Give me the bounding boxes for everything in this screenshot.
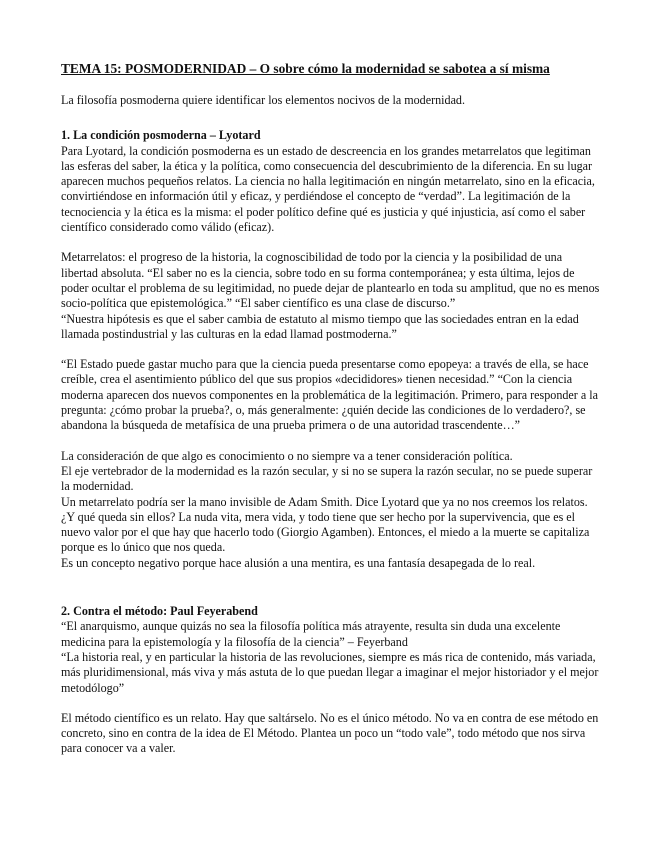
paragraph: “Nuestra hipótesis es que el saber cambia de estatuto al mismo tiempo que las sociedades entran en la edad llamada postindustrial y las culturas en la edad llamad postmoderna.” — [61, 311, 579, 341]
paragraph: “El Estado puede gastar mucho para que la ciencia pueda presentarse como epopeya: a través de ella, se hace creíble, crea el asentimiento público del que sus propios «decididores» tienen necesidad.” “Con la ciencia moderna aparecen dos nuevos componentes en la problemática de la legitimación. Primero, para responder a la pregunta: ¿cómo probar la prueba?, o, más generalmente: ¿quién decide las condiciones de lo verdadero?, se abandona la búsqueda de metafísica de una prueba primera o de una autoridad trascendente…” — [61, 357, 598, 433]
paragraph: El método científico es un relato. Hay que saltárselo. No es el único método. No va en contra de ese método en concreto, sino en contra de la idea de El Método. Plantea un poco un “todo vale”, todo método que nos sirva para conocer va a valer. — [61, 710, 599, 756]
paragraph: Metarrelatos: el progreso de la historia, la cognoscibilidad de todo por la ciencia y la posibilidad de una libertad absoluta. “El saber no es la ciencia, sobre todo en su forma contemporánea; y esta última, lejos de poder ocultar el problema de su legitimidad, no puede dejar de plantearlo en toda su amplitud, que no es menos socio-política que epistemológica.” “El saber científico es una clase de discurso.” — [61, 250, 600, 311]
paragraph: Para Lyotard, la condición posmoderna es un estado de descreencia en los grandes metarrelatos que legitiman las esferas del saber, la ética y la política, como consecuencia del descubrimiento de la diferencia. En su lugar aparecen muchos pequeños relatos. La ciencia no halla legitimación en ningún metarrelato, sino en la eficacia, convirtiéndose en información útil y eficaz, y perdiéndose el concepto de “verdad”. La legitimación de la tecnociencia y la ética es la misma: el poder político define qué es justicia y qué injusticia, así como el saber científico considerado como válido (eficaz). — [61, 143, 595, 235]
document-page — [61, 60, 601, 757]
paragraph: “La historia real, y en particular la historia de las revoluciones, siempre es más rica de contenido, más variada, más pluridimensional, más viva y más astuta de lo que puedan llegar a imaginar el mejor historiador y el mejor metodólogo” — [61, 649, 599, 695]
section-1-heading: 1. La condición posmoderna – Lyotard — [61, 128, 261, 143]
intro-paragraph: La filosofía posmoderna quiere identificar los elementos nocivos de la modernidad. — [61, 93, 466, 107]
paragraph: Es un concepto negativo porque hace alusión a una mentira, es una fantasía desapegada de lo real. — [61, 555, 536, 570]
paragraph: Un metarrelato podría ser la mano invisible de Adam Smith. Dice Lyotard que ya no nos creemos los relatos. ¿Y qué queda sin ellos? La nuda vita, mera vida, y todo tiene que ser hecho por la supervivencia, que es el nuevo valor por el que hay que hacerlo todo (Giorgio Agamben). Entonces, el miedo a la muerte se capitaliza porque es lo único que nos queda. — [61, 494, 590, 555]
paragraph: El eje vertebrador de la modernidad es la razón secular, y si no se supera la razón secular, no se puede superar la modernidad. — [61, 463, 593, 494]
paragraph: “El anarquismo, aunque quizás no sea la filosofía política más atrayente, resulta sin duda una excelente medicina para la epistemología y la filosofía de la ciencia” – Feyerband — [61, 619, 561, 649]
document-title: TEMA 15: POSMODERNIDAD – O sobre cómo la modernidad se sabotea a sí misma — [61, 61, 550, 76]
section-2-heading: 2. Contra el método: Paul Feyerabend — [61, 604, 258, 619]
paragraph: La consideración de que algo es conocimiento o no siempre va a tener consideración política. — [61, 448, 513, 463]
